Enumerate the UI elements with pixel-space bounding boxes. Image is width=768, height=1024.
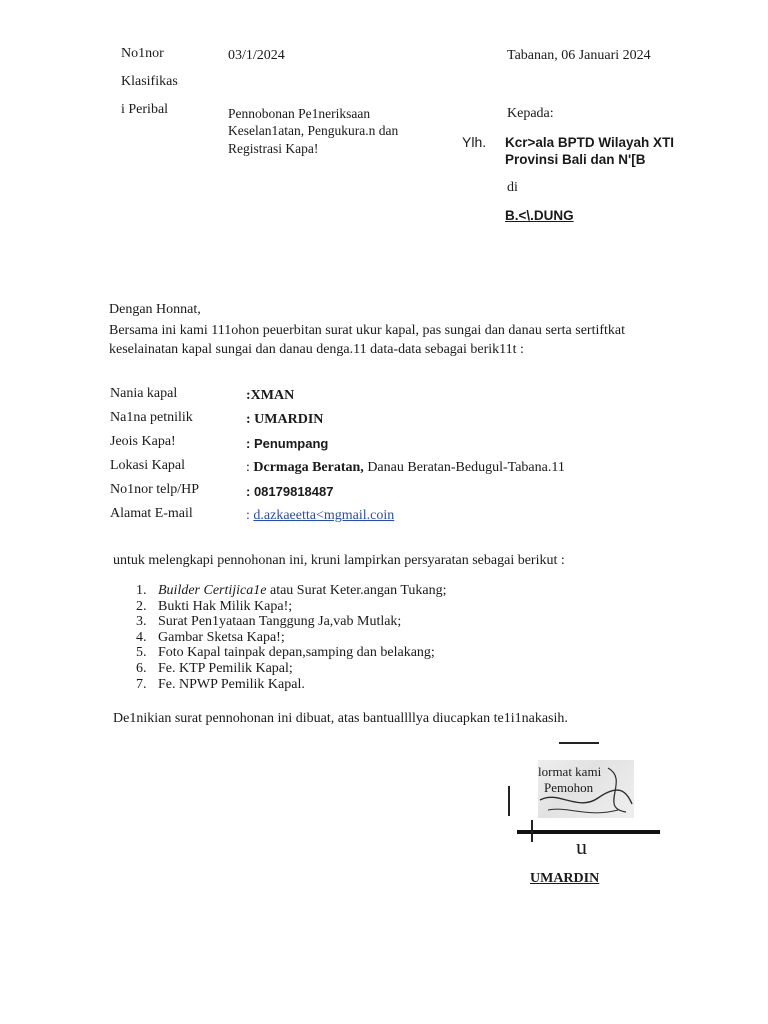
signature-scribble-icon bbox=[538, 760, 634, 818]
field-value: : Penumpang bbox=[246, 436, 329, 451]
klasifikasi-label-line1: Klasifikas bbox=[121, 74, 178, 89]
nomor-value: 03/1/2024 bbox=[228, 48, 285, 63]
field-label: No1nor telp/HP bbox=[110, 482, 200, 497]
place-date: Tabanan, 06 Januari 2024 bbox=[507, 48, 651, 63]
field-label: Lokasi Kapal bbox=[110, 458, 186, 473]
intro-line-1: Bersama ini kami 111ohon peuerbitan surat ukur kapal, pas sungai dan danau serta sertiftkat bbox=[109, 323, 626, 338]
di-label: di bbox=[507, 180, 518, 195]
recipient-line-2: Provinsi Bali dan N'[B bbox=[505, 152, 646, 167]
greeting: Dengan Honnat, bbox=[109, 302, 201, 317]
list-item: 1. Builder Certijica1e atau Surat Keter.angan Tukang; bbox=[136, 583, 447, 598]
field-label: Jeois Kapa! bbox=[110, 434, 176, 449]
email-link[interactable]: d.azkaeetta<mgmail.coin bbox=[253, 508, 395, 523]
list-item: 4. Gambar Sketsa Kapa!; bbox=[136, 629, 285, 645]
list-item: 6. Fe. KTP Pemilik Kapal; bbox=[136, 660, 293, 676]
field-row-nama-pemilik bbox=[110, 410, 710, 432]
field-value-prefix: : bbox=[246, 460, 254, 475]
field-value-bold: Dcrmaga Beratan, bbox=[253, 460, 364, 475]
intro-line-2: keselainatan kapal sungai dan danau denga.11 data-data sebagai berik11t : bbox=[109, 342, 524, 357]
kepada-label: Kepada: bbox=[507, 106, 554, 121]
signature-line bbox=[517, 830, 660, 834]
field-row-nama-kapal bbox=[110, 386, 710, 408]
recipient-city: B.<\.DUNG bbox=[505, 208, 574, 223]
perihal-line-1: Pennobonan Pe1neriksaan bbox=[228, 106, 371, 121]
signature-left-tick bbox=[508, 786, 510, 816]
field-label: Na1na petnilik bbox=[110, 410, 193, 425]
requirements-intro: untuk melengkapi pennohonan ini, kruni lampirkan persyaratan sebagai berikut : bbox=[113, 553, 565, 568]
recipient-line-1: Kcr>ala BPTD Wilayah XTI bbox=[505, 135, 675, 150]
yth-label: Ylh. bbox=[462, 134, 487, 150]
list-item: 3. Surat Pen1yataan Tanggung Ja,vab Mutlak; bbox=[136, 614, 402, 630]
signature-mark: u bbox=[576, 834, 587, 859]
signer-name: UMARDIN bbox=[530, 871, 600, 886]
stamp-line-2: Pemohon bbox=[544, 780, 594, 795]
field-row-nomor-telp bbox=[110, 482, 710, 504]
nomor-label: No1nor bbox=[121, 46, 164, 61]
signature-stamp bbox=[538, 760, 634, 818]
field-row-alamat-email bbox=[110, 506, 710, 528]
field-row-jenis-kapal bbox=[110, 434, 710, 456]
field-label: Alamat E-mail bbox=[110, 506, 193, 521]
signature-line-tick bbox=[531, 820, 533, 842]
field-row-lokasi-kapal bbox=[110, 458, 710, 480]
signature-top-rule bbox=[559, 742, 599, 744]
field-label: Nania kapal bbox=[110, 386, 178, 401]
closing-sentence: De1nikian surat pennohonan ini dibuat, atas bantuallllya diucapkan te1i1nakasih. bbox=[113, 711, 568, 726]
stamp-line-1: lormat kami bbox=[538, 764, 602, 779]
list-item: 5. Foto Kapal tainpak depan,samping dan belakang; bbox=[136, 645, 435, 661]
email-prefix: : bbox=[246, 508, 254, 523]
perihal-line-3: Registrasi Kapa! bbox=[228, 141, 319, 156]
field-value: : UMARDIN bbox=[246, 412, 324, 427]
perihal-line-2: Keselan1atan, Pengukura.n dan bbox=[228, 123, 399, 138]
field-value-rest: Danau Beratan-Bedugul-Tabana.11 bbox=[363, 460, 565, 475]
requirements-list bbox=[136, 583, 447, 692]
field-value: : 08179818487 bbox=[246, 484, 334, 499]
list-item: 2. Bukti Hak Milik Kapa!; bbox=[136, 598, 293, 614]
klasifikasi-label-line2: i Peribal bbox=[121, 102, 169, 117]
field-value bbox=[246, 460, 565, 476]
field-value bbox=[246, 508, 394, 524]
list-item: 7. Fe. NPWP Pemilik Kapal. bbox=[136, 676, 305, 692]
field-value: :XMAN bbox=[246, 388, 295, 403]
